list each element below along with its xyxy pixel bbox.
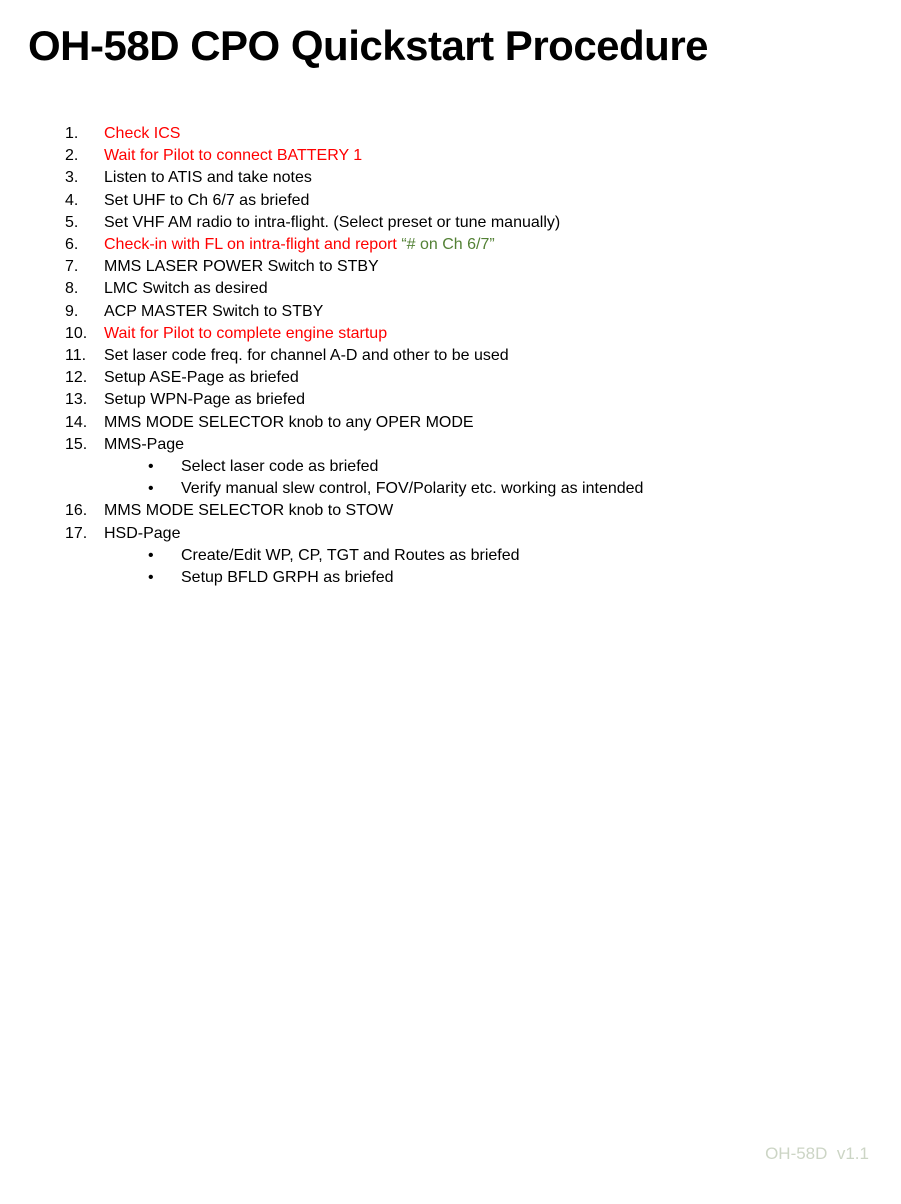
checklist-numbered-item	[0, 301, 901, 323]
bullet-marker: •	[148, 546, 154, 564]
item-number: 1.	[65, 125, 79, 142]
item-text: ACP MASTER Switch to STBY	[104, 302, 324, 320]
item-text: Set UHF to Ch 6/7 as briefed	[104, 191, 310, 209]
bullet-marker: •	[148, 458, 154, 476]
item-number: 10.	[65, 324, 88, 342]
checklist-bullet-item	[0, 478, 901, 500]
checklist-numbered-item	[0, 212, 901, 234]
item-text: Wait for Pilot to complete engine startup	[104, 324, 388, 342]
item-number: 17.	[65, 524, 88, 542]
checklist-numbered-item	[0, 389, 901, 411]
item-text: Verify manual slew control, FOV/Polarity etc. working as intended	[181, 480, 644, 498]
item-text: Wait for Pilot to connect BATTERY 1	[104, 147, 363, 165]
item-number: 15.	[65, 435, 88, 453]
item-text: Listen to ATIS and take notes	[104, 169, 312, 187]
checklist-numbered-item	[0, 412, 901, 434]
item-text: Set laser code freq. for channel A-D and other to be used	[104, 347, 509, 365]
item-number: 7.	[65, 258, 79, 276]
item-number: 4.	[65, 191, 79, 209]
item-number: 8.	[65, 280, 79, 298]
checklist-numbered-item	[0, 323, 901, 345]
checklist-numbered-item	[0, 123, 901, 145]
item-number: 6.	[65, 236, 79, 254]
item-number: 2.	[65, 147, 79, 165]
procedure-checklist	[0, 123, 901, 589]
item-text: Set VHF AM radio to intra-flight. (Select preset or tune manually)	[104, 213, 561, 231]
item-text: LMC Switch as desired	[104, 280, 268, 298]
checklist-numbered-item	[0, 434, 901, 456]
checklist-numbered-item	[0, 234, 901, 256]
item-text: MMS MODE SELECTOR knob to STOW	[104, 502, 394, 520]
checklist-numbered-item	[0, 367, 901, 389]
footer-version-label: OH-58D v1.1	[765, 1144, 869, 1163]
item-text: Setup BFLD GRPH as briefed	[181, 569, 394, 587]
item-text: Setup WPN-Page as briefed	[104, 391, 305, 409]
item-number: 14.	[65, 413, 88, 431]
item-text: Create/Edit WP, CP, TGT and Routes as briefed	[181, 546, 520, 564]
item-text: Select laser code as briefed	[181, 458, 379, 476]
page-title: OH-58D CPO Quickstart Procedure	[28, 22, 709, 69]
item-text: MMS MODE SELECTOR knob to any OPER MODE	[104, 413, 474, 431]
checklist-numbered-item	[0, 167, 901, 189]
item-number: 11.	[65, 347, 87, 365]
checklist-numbered-item	[0, 145, 901, 167]
checklist-numbered-item	[0, 190, 901, 212]
item-number: 13.	[65, 391, 88, 409]
item-text: Check ICS	[104, 125, 181, 142]
checklist-bullet-item	[0, 545, 901, 567]
bullet-marker: •	[148, 480, 154, 498]
item-text: HSD-Page	[104, 524, 181, 542]
item-text: Setup ASE-Page as briefed	[104, 369, 299, 387]
item-text: MMS LASER POWER Switch to STBY	[104, 258, 379, 276]
checklist-numbered-item	[0, 523, 901, 545]
item-text: MMS-Page	[104, 435, 185, 453]
checklist-numbered-item	[0, 345, 901, 367]
item-number: 9.	[65, 302, 79, 320]
bullet-marker: •	[148, 569, 154, 587]
checklist-numbered-item	[0, 278, 901, 300]
checklist-numbered-item	[0, 500, 901, 522]
item-number: 5.	[65, 213, 79, 231]
checklist-bullet-item	[0, 567, 901, 589]
item-text: Check-in with FL on intra-flight and report “# on Ch 6/7”	[104, 236, 495, 254]
item-number: 12.	[65, 369, 88, 387]
item-number: 3.	[65, 169, 79, 187]
item-number: 16.	[65, 502, 88, 520]
checklist-numbered-item	[0, 256, 901, 278]
checklist-bullet-item	[0, 456, 901, 478]
